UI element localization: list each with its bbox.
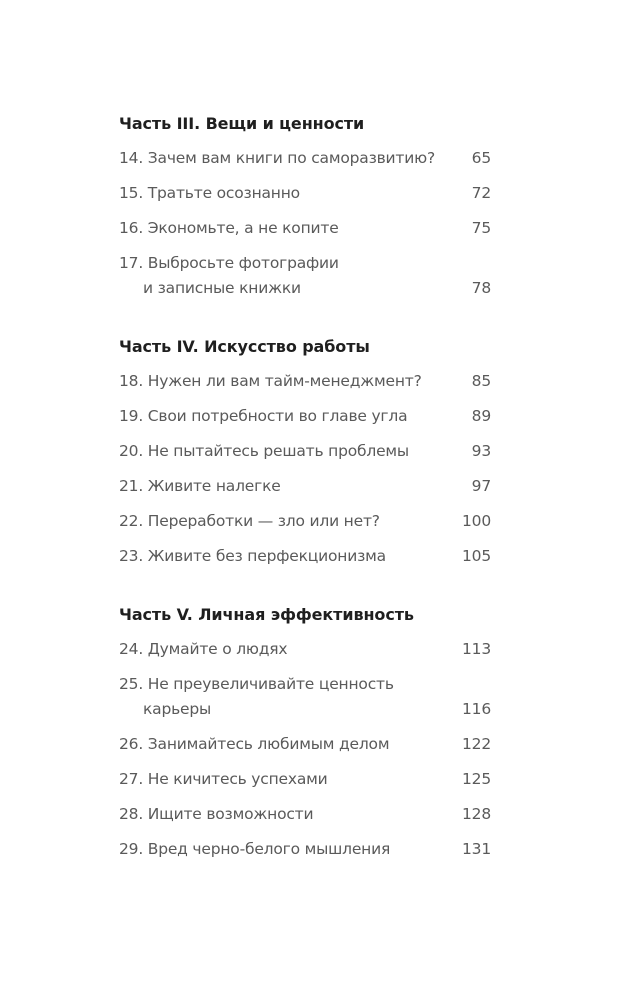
entry-page-number: 78 <box>471 279 491 297</box>
toc-entry <box>119 672 491 722</box>
toc-section-part-5 <box>119 603 491 862</box>
entry-page-number: 125 <box>462 770 491 788</box>
entry-text <box>119 146 457 171</box>
entry-page-number: 122 <box>462 735 491 753</box>
entry-text <box>119 672 457 722</box>
section-title: Часть IV. Искусство работы <box>119 337 370 356</box>
toc-entry <box>119 544 491 569</box>
entry-title: 17. Выбросьте фотографии <box>119 254 339 272</box>
entry-text <box>119 474 457 499</box>
entry-text <box>119 509 457 534</box>
entry-title: 21. Живите налегке <box>119 477 281 495</box>
table-of-contents <box>119 112 491 896</box>
entry-text <box>119 837 457 862</box>
toc-entry <box>119 146 491 171</box>
entry-text <box>119 767 457 792</box>
toc-entry <box>119 767 491 792</box>
entry-text <box>119 439 457 464</box>
entry-text <box>119 369 457 394</box>
entry-text <box>119 404 457 429</box>
toc-entry <box>119 369 491 394</box>
section-title: Часть III. Вещи и ценности <box>119 114 365 133</box>
entry-text <box>119 251 457 301</box>
toc-entry <box>119 181 491 206</box>
entry-page-number: 131 <box>462 840 491 858</box>
toc-entry <box>119 509 491 534</box>
entry-title: 26. Занимайтесь любимым делом <box>119 735 390 753</box>
toc-entry <box>119 251 491 301</box>
toc-entry <box>119 637 491 662</box>
toc-entry <box>119 404 491 429</box>
entry-page-number: 89 <box>471 407 491 425</box>
entry-title: 20. Не пытайтесь решать проблемы <box>119 442 409 460</box>
entry-page-number: 113 <box>462 640 491 658</box>
entry-text <box>119 802 457 827</box>
entry-page-number: 105 <box>462 547 491 565</box>
entry-title: 28. Ищите возможности <box>119 805 314 823</box>
entry-title: 18. Нужен ли вам тайм-менеджмент? <box>119 372 422 390</box>
entry-page-number: 75 <box>471 219 491 237</box>
toc-entry <box>119 732 491 757</box>
entry-title: 14. Зачем вам книги по саморазвитию? <box>119 149 435 167</box>
entry-page-number: 128 <box>462 805 491 823</box>
entry-page-number: 65 <box>471 149 491 167</box>
toc-entry <box>119 474 491 499</box>
entry-title: 23. Живите без перфекционизма <box>119 547 386 565</box>
entry-text <box>119 544 457 569</box>
toc-section-part-3 <box>119 112 491 301</box>
toc-entry <box>119 216 491 241</box>
toc-entry <box>119 439 491 464</box>
entry-title: 16. Экономьте, а не копите <box>119 219 339 237</box>
entry-text <box>119 732 457 757</box>
entry-page-number: 116 <box>462 700 491 718</box>
entry-title: 22. Переработки — зло или нет? <box>119 512 380 530</box>
toc-entry <box>119 802 491 827</box>
entry-page-number: 85 <box>471 372 491 390</box>
entry-title: 24. Думайте о людях <box>119 640 288 658</box>
entry-text <box>119 216 457 241</box>
entry-text <box>119 181 457 206</box>
entry-page-number: 93 <box>471 442 491 460</box>
entry-title: 19. Свои потребности во главе угла <box>119 407 408 425</box>
entry-text <box>119 637 457 662</box>
entry-title-continuation: карьеры <box>143 700 212 718</box>
entry-page-number: 72 <box>471 184 491 202</box>
entry-page-number: 97 <box>471 477 491 495</box>
entry-page-number: 100 <box>462 512 491 530</box>
entry-title-continuation: и записные книжки <box>143 279 301 297</box>
entry-title: 25. Не преувеличивайте ценность <box>119 675 394 693</box>
section-title: Часть V. Личная эффективность <box>119 605 414 624</box>
entry-title: 27. Не кичитесь успехами <box>119 770 328 788</box>
toc-section-part-4 <box>119 335 491 569</box>
toc-entry <box>119 837 491 862</box>
entry-title: 15. Тратьте осознанно <box>119 184 300 202</box>
entry-title: 29. Вред черно-белого мышления <box>119 840 391 858</box>
